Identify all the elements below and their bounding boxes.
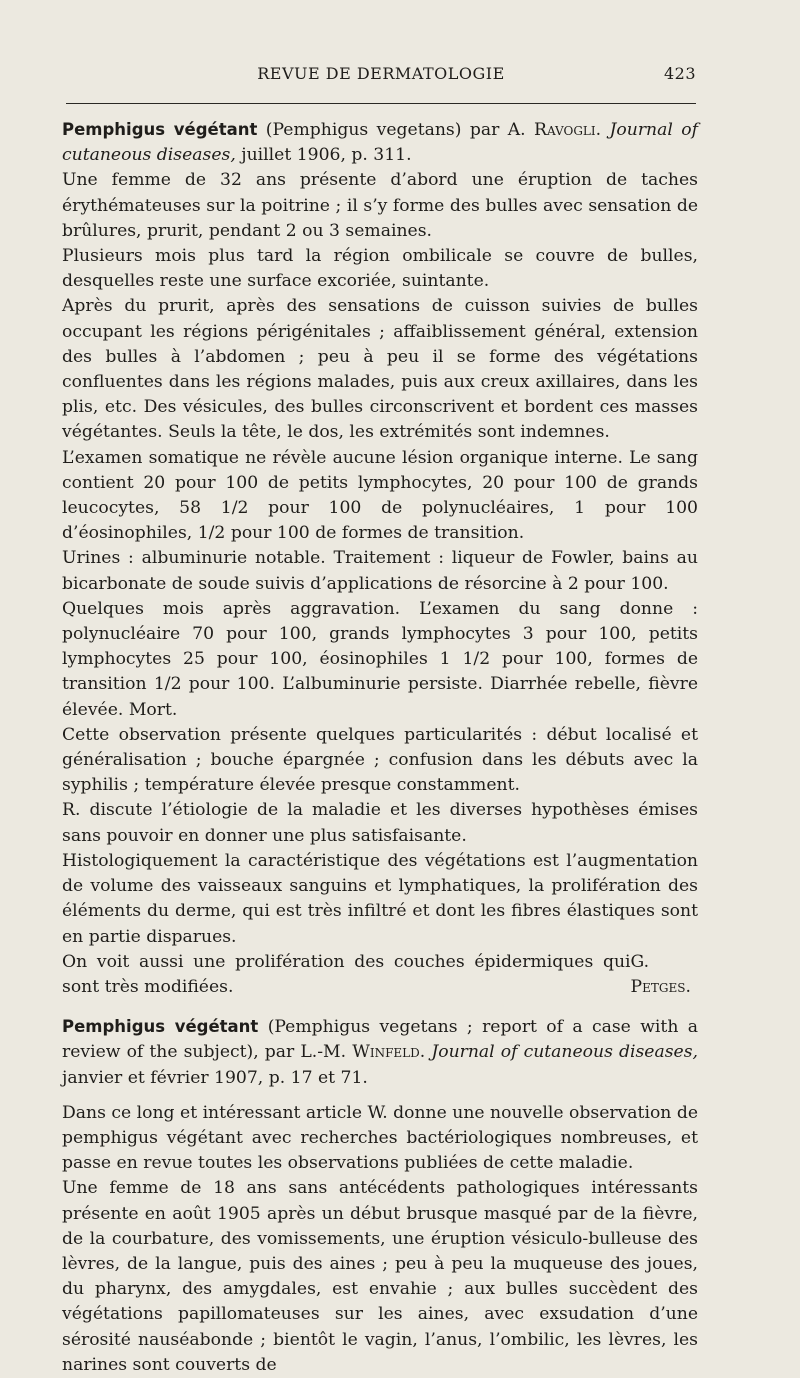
article-1-paragraph: Plusieurs mois plus tard la région ombilicale se couvre de bulles, desquelles reste une surface excoriée, suintante. bbox=[62, 246, 698, 292]
article-2-heading-text: (Pemphigus vegetans ; report of a case with a review of the subject), par L.-M. bbox=[62, 1017, 699, 1063]
article-2-journal: Journal of cutaneous diseases, bbox=[431, 1042, 698, 1063]
signature-name: Petges bbox=[630, 976, 686, 997]
article-1-journal: Journal of cutaneous diseases, bbox=[62, 120, 698, 166]
article-2-paragraph: Une femme de 18 ans sans antécédents pathologiques intéressants présente en août 1905 après un début brusque masqué par de la fièvre, de la courbature, des vomissements, une éruption vésiculo-bulleuse des lèvres, de la langue, puis des aines ; peu à peu la muqueuse des joues, du pharynx, des amygdales, est envahie ; aux bulles succèdent des végétations papillomateuses sur les aines, avec exsudation d’une sérosité nauséabonde ; bientôt le vagin, l’anus, l’ombilic, les lèvres, les narines sont couverts de bbox=[62, 1178, 698, 1375]
article-2-paragraph: Dans ce long et intéressant article W. donne une nouvelle observation de pemphigus végétant avec recherches bactériologiques nombreuses, et passe en revue toutes les observations publiées de cette maladie. bbox=[62, 1102, 699, 1174]
article-2-heading bbox=[62, 1014, 698, 1091]
article-1-last-paragraph: On voit aussi une prolifération des couches épidermiques qui sont très modifiées. bbox=[62, 951, 631, 997]
article-1-paragraph: Cette observation présente quelques particularités : début localisé et généralisation ; bouche épargnée ; confusion dans les débuts avec la syphilis ; température élevée presque constamment. bbox=[62, 724, 698, 796]
article-2-author: Winfeld bbox=[352, 1042, 420, 1063]
article-1-heading bbox=[62, 117, 698, 168]
header-rule bbox=[66, 103, 696, 104]
article-1-paragraph: Une femme de 32 ans présente d’abord une éruption de taches érythémateuses sur la poitrine ; il s’y forme des bulles avec sensation de brûlures, prurit, pendant 2 ou 3 semaines. bbox=[62, 170, 698, 241]
article-2-sep: . bbox=[419, 1042, 432, 1063]
running-head bbox=[66, 60, 696, 90]
article-1-signature: G. Petges. bbox=[630, 951, 691, 997]
page-body bbox=[62, 117, 698, 1378]
article-2-date: janvier et février 1907, p. 17 et 71. bbox=[62, 1067, 368, 1088]
article-1-paragraph: Après du prurit, après des sensations de cuisson suivies de bulles occupant les régions périgénitales ; affaiblissement général, extension des bulles à l’abdomen ; peu à peu il se forme des végétations confluentes dans les régions malades, puis aux creux axillaires, dans les plis, etc. Des vésicules, des bulles circonscrivent et bordent ces masses végétantes. Seuls la tête, le dos, les extrémités sont indemnes. bbox=[62, 296, 698, 443]
article-1-title: Pemphigus végétant bbox=[62, 120, 258, 139]
article-2-title: Pemphigus végétant bbox=[62, 1017, 259, 1037]
article-1-paragraph: Urines : albuminurie notable. Traitement : liqueur de Fowler, bains au bicarbonate de soude suivis d’applications de résorcine à 2 pour 100. bbox=[62, 548, 698, 594]
article-1-author: Ravogli bbox=[534, 120, 596, 140]
section-gap bbox=[62, 1091, 698, 1101]
article-1-heading-text: (Pemphigus vegetans) par A. bbox=[257, 120, 535, 140]
article-1-final-line bbox=[62, 950, 698, 1000]
section-gap bbox=[62, 1000, 698, 1014]
article-1-paragraph: L’examen somatique ne révèle aucune lésion organique interne. Le sang contient 20 pour 100 de petits lymphocytes, 20 pour 100 de grands leucocytes, 58 1/2 pour 100 de polynucléaires, 1 pour 100 d’éosinophiles, 1/2 pour 100 de formes de transition. bbox=[62, 447, 698, 544]
article-1-sep: . bbox=[595, 120, 610, 140]
article-1-paragraph: Histologiquement la caractéristique des végétations est l’augmentation de volume des vaisseaux sanguins et lymphatiques, la prolifération des éléments du derme, qui est très infiltré et dont les fibres élastiques sont en partie disparues. bbox=[62, 850, 698, 947]
page-number: 423 bbox=[663, 64, 696, 83]
article-1-paragraph: R. discute l’étiologie de la maladie et les diverses hypothèses émises sans pouvoir en donner une plus satisfaisante. bbox=[62, 800, 698, 846]
article-1-date: juillet 1906, p. 311. bbox=[235, 145, 412, 166]
journal-running-title: REVUE DE DERMATOLOGIE bbox=[257, 64, 505, 83]
article-1-paragraph: Quelques mois après aggravation. L’examen du sang donne : polynucléaire 70 pour 100, grands lymphocytes 3 pour 100, petits lymphocytes 25 pour 100, éosinophiles 1 1/2 pour 100, formes de transition 1/2 pour 100. L’albuminurie persiste. Diarrhée rebelle, fièvre élevée. Mort. bbox=[62, 598, 698, 720]
